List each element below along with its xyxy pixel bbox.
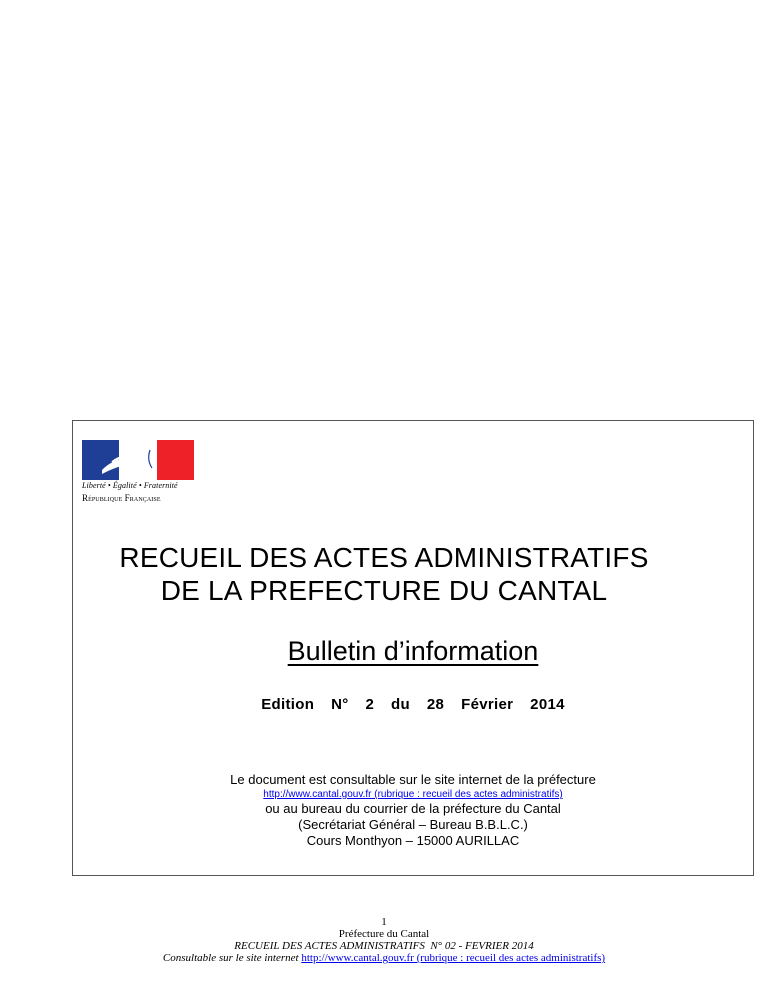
footer-consultable (0, 952, 768, 964)
marianne-flag-icon (82, 440, 194, 480)
footer-prefecture: Préfecture du Cantal (338, 928, 430, 940)
document-title (0, 541, 768, 607)
footer-website-link[interactable]: http://www.cantal.gouv.fr (rubrique : recueil des actes administratifs) (301, 952, 606, 964)
page-footer (0, 916, 768, 964)
title-line-1: RECUEIL DES ACTES ADMINISTRATIFS (119, 542, 649, 573)
prefecture-website-link[interactable]: http://www.cantal.gouv.fr (rubrique : recueil des actes administratifs) (263, 789, 563, 800)
bulletin-subtitle: Bulletin d’information (287, 636, 539, 666)
info-url-line (0, 788, 768, 801)
logo-republique-francaise: République Française (82, 493, 161, 503)
edition-text: Edition N° 2 du 28 Février 2014 (261, 696, 565, 713)
page-number: 1 (381, 916, 387, 928)
footer-recueil: RECUEIL DES ACTES ADMINISTRATIFS N° 02 - FEVRIER 2014 (234, 940, 534, 952)
title-line-2: DE LA PREFECTURE DU CANTAL (160, 575, 608, 606)
info-line-1: Le document est consultable sur le site internet de la préfecture (230, 772, 596, 787)
info-line-4: (Secrétariat Général – Bureau B.B.L.C.) (298, 817, 528, 832)
footer-consultable-prefix: Consultable sur le site internet (162, 952, 302, 964)
edition-line (0, 696, 768, 713)
logo-motto: Liberté • Égalité • Fraternité (82, 481, 178, 490)
consultation-info (0, 772, 768, 849)
marianne-logo (82, 440, 194, 503)
info-line-5: Cours Monthyon – 15000 AURILLAC (306, 833, 520, 848)
info-line-3: ou au bureau du courrier de la préfecture du Cantal (265, 801, 561, 816)
